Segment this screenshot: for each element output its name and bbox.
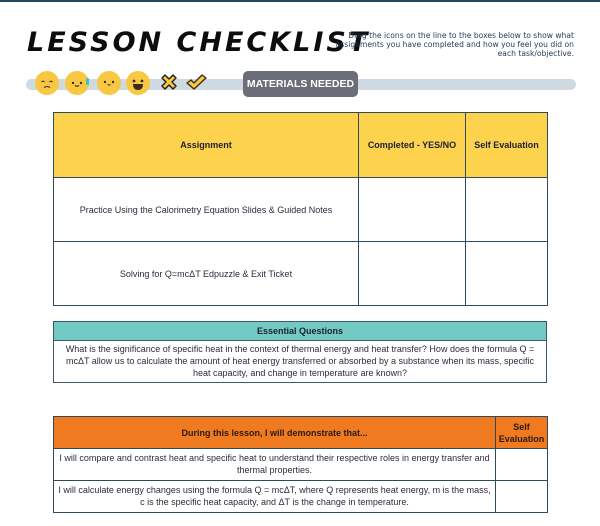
instructions-text: Drag the icons on the line to the boxes below to show what assignments you have completed and how you feel you did on each task/objective. — [335, 31, 574, 58]
table-row — [54, 449, 548, 481]
objectives-table — [53, 416, 548, 513]
top-border — [0, 0, 600, 2]
assignment-cell: Practice Using the Calorimetry Equation Slides & Guided Notes — [54, 178, 359, 242]
self-evaluation-drop-cell[interactable] — [466, 242, 548, 306]
assignments-table — [53, 112, 548, 306]
completed-drop-cell[interactable] — [359, 242, 466, 306]
smile-face-icon[interactable] — [97, 71, 121, 95]
essential-questions-table — [53, 321, 547, 383]
materials-needed-button[interactable]: MATERIALS NEEDED — [243, 71, 358, 97]
self-evaluation-drop-cell[interactable] — [466, 178, 548, 242]
header-assignment: Assignment — [54, 113, 359, 178]
objective-cell: I will calculate energy changes using the formula Q = mcΔT, where Q represents heat energy, m is the mass, c is the specific heat capacity, and ΔT is the change in temperature. — [54, 481, 496, 513]
completed-drop-cell[interactable] — [359, 178, 466, 242]
table-row — [54, 242, 548, 306]
page-title: LESSON CHECKLIST — [27, 27, 371, 58]
table-row — [54, 481, 548, 513]
header-completed: Completed - YES/NO — [359, 113, 466, 178]
table-row — [54, 178, 548, 242]
check-mark-icon[interactable] — [184, 71, 208, 95]
table-header-row — [54, 113, 548, 178]
self-evaluation-drop-cell[interactable] — [496, 481, 548, 513]
grin-face-icon[interactable] — [126, 71, 150, 95]
self-evaluation-drop-cell[interactable] — [496, 449, 548, 481]
objective-cell: I will compare and contrast heat and specific heat to understand their respective roles in energy transfer and thermal properties. — [54, 449, 496, 481]
sad-face-icon[interactable] — [35, 71, 59, 95]
essential-questions-header: Essential Questions — [54, 322, 547, 341]
x-mark-icon[interactable] — [157, 71, 181, 95]
sweat-smile-face-icon[interactable] — [65, 71, 89, 95]
essential-questions-text: What is the significance of specific heat in the context of thermal energy and heat transfer? How does the formula Q = mcΔT allow us to calculate the amount of heat energy transferred or absorbed by a substance when its mass, specific heat capacity, and change in temperature are known? — [54, 341, 547, 383]
header-self-evaluation: Self Evaluation — [496, 417, 548, 449]
table-header-row — [54, 417, 548, 449]
assignment-cell: Solving for Q=mcΔT Edpuzzle & Exit Ticket — [54, 242, 359, 306]
header-objective: During this lesson, I will demonstrate that... — [54, 417, 496, 449]
header-self-evaluation: Self Evaluation — [466, 113, 548, 178]
